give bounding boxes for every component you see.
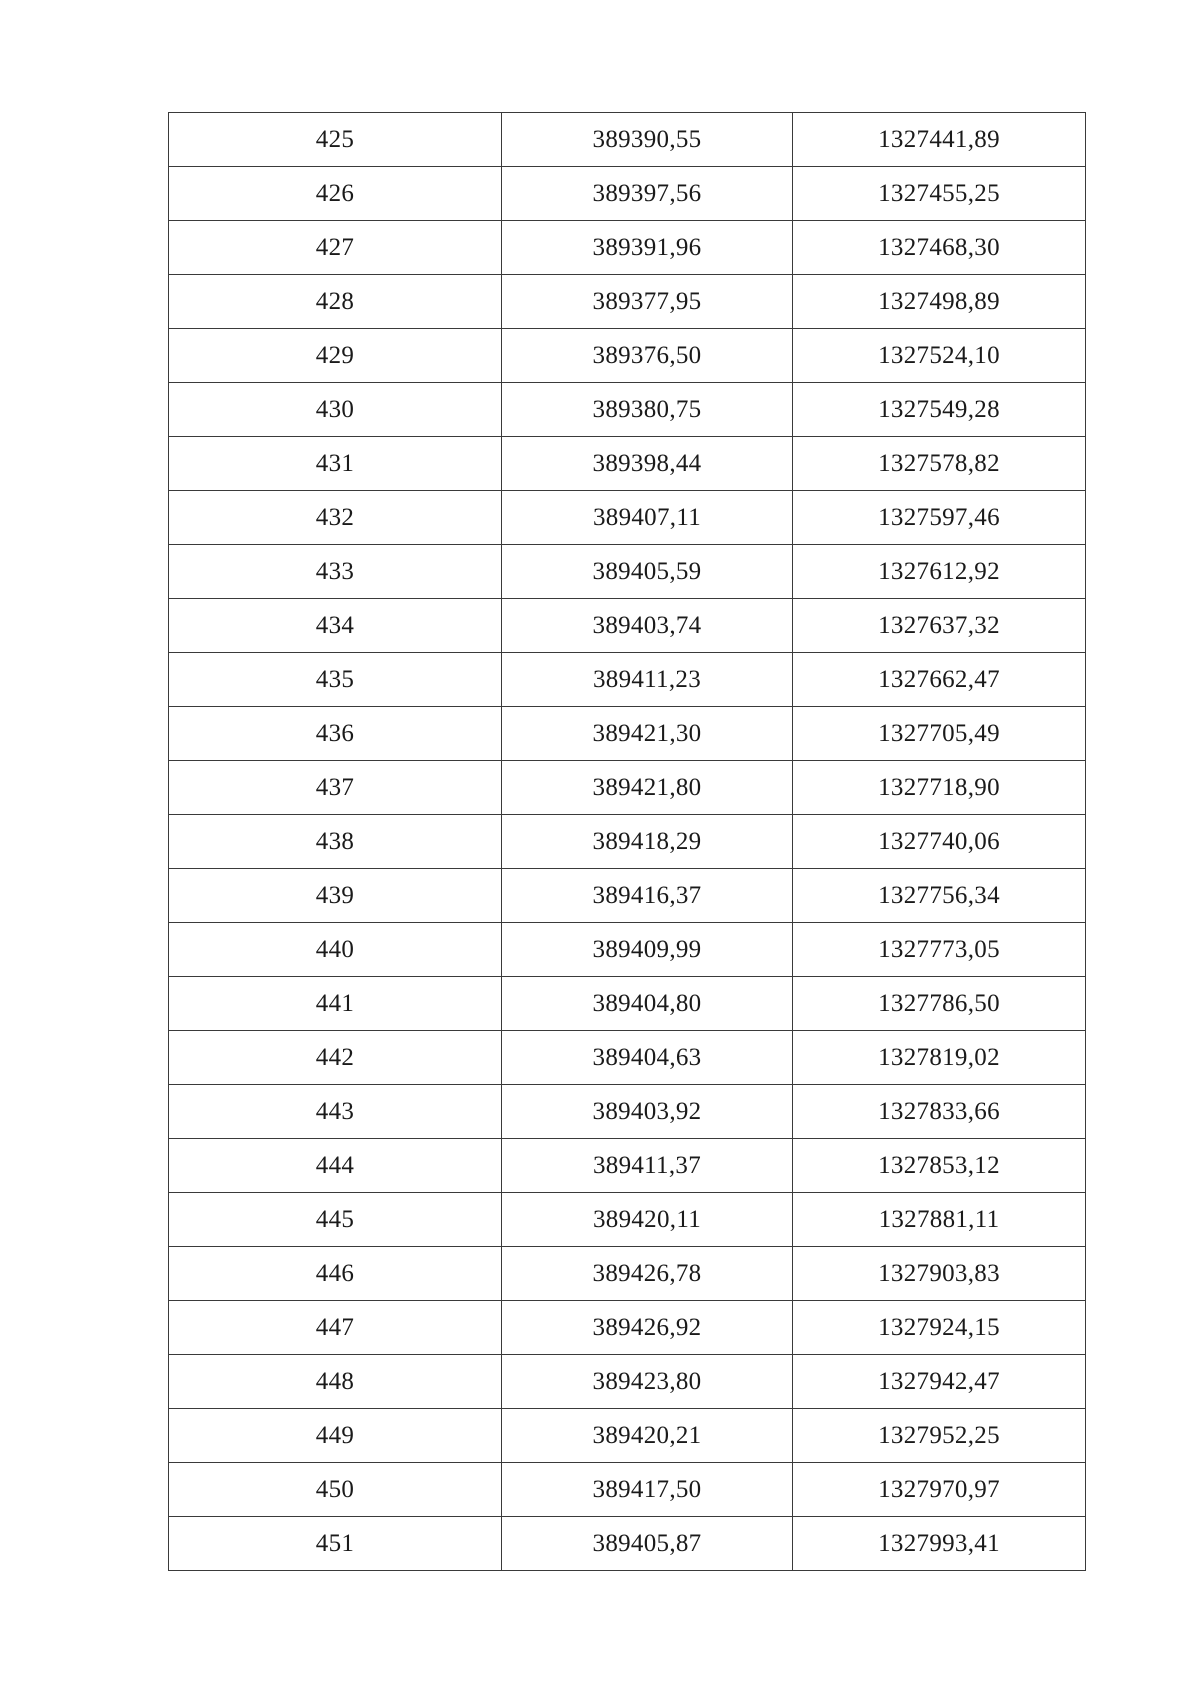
y-coordinate-cell: 1327833,66 [793,1085,1086,1139]
y-coordinate-cell: 1327662,47 [793,653,1086,707]
y-coordinate-cell: 1327786,50 [793,977,1086,1031]
table-row [169,329,1086,383]
y-coordinate-cell: 1327756,34 [793,869,1086,923]
point-number-cell: 433 [169,545,502,599]
y-coordinate-cell: 1327637,32 [793,599,1086,653]
table-row [169,1031,1086,1085]
point-number-cell: 425 [169,113,502,167]
table-row [169,383,1086,437]
point-number-cell: 428 [169,275,502,329]
table-row [169,923,1086,977]
x-coordinate-cell: 389420,21 [502,1409,793,1463]
table-row [169,1193,1086,1247]
x-coordinate-cell: 389380,75 [502,383,793,437]
y-coordinate-cell: 1327524,10 [793,329,1086,383]
point-number-cell: 451 [169,1517,502,1571]
x-coordinate-cell: 389404,63 [502,1031,793,1085]
y-coordinate-cell: 1327881,11 [793,1193,1086,1247]
table-row [169,437,1086,491]
point-number-cell: 443 [169,1085,502,1139]
point-number-cell: 427 [169,221,502,275]
point-number-cell: 439 [169,869,502,923]
x-coordinate-cell: 389376,50 [502,329,793,383]
point-number-cell: 445 [169,1193,502,1247]
y-coordinate-cell: 1327993,41 [793,1517,1086,1571]
y-coordinate-cell: 1327970,97 [793,1463,1086,1517]
x-coordinate-cell: 389390,55 [502,113,793,167]
x-coordinate-cell: 389426,78 [502,1247,793,1301]
x-coordinate-cell: 389391,96 [502,221,793,275]
y-coordinate-cell: 1327498,89 [793,275,1086,329]
y-coordinate-cell: 1327455,25 [793,167,1086,221]
table-row [169,1301,1086,1355]
point-number-cell: 449 [169,1409,502,1463]
y-coordinate-cell: 1327718,90 [793,761,1086,815]
x-coordinate-cell: 389420,11 [502,1193,793,1247]
table-row [169,1085,1086,1139]
table-row [169,1247,1086,1301]
point-number-cell: 442 [169,1031,502,1085]
x-coordinate-cell: 389403,92 [502,1085,793,1139]
x-coordinate-cell: 389403,74 [502,599,793,653]
x-coordinate-cell: 389426,92 [502,1301,793,1355]
y-coordinate-cell: 1327441,89 [793,113,1086,167]
point-number-cell: 436 [169,707,502,761]
table-row [169,599,1086,653]
x-coordinate-cell: 389377,95 [502,275,793,329]
x-coordinate-cell: 389405,87 [502,1517,793,1571]
table-row [169,815,1086,869]
y-coordinate-cell: 1327819,02 [793,1031,1086,1085]
y-coordinate-cell: 1327924,15 [793,1301,1086,1355]
coordinates-table [168,112,1086,1571]
table-row [169,545,1086,599]
x-coordinate-cell: 389397,56 [502,167,793,221]
x-coordinate-cell: 389417,50 [502,1463,793,1517]
x-coordinate-cell: 389411,37 [502,1139,793,1193]
y-coordinate-cell: 1327597,46 [793,491,1086,545]
table-row [169,1409,1086,1463]
y-coordinate-cell: 1327903,83 [793,1247,1086,1301]
y-coordinate-cell: 1327853,12 [793,1139,1086,1193]
y-coordinate-cell: 1327952,25 [793,1409,1086,1463]
y-coordinate-cell: 1327549,28 [793,383,1086,437]
y-coordinate-cell: 1327773,05 [793,923,1086,977]
point-number-cell: 434 [169,599,502,653]
table-row [169,1355,1086,1409]
table-row [169,1139,1086,1193]
table-row [169,653,1086,707]
table-row [169,1517,1086,1571]
point-number-cell: 432 [169,491,502,545]
x-coordinate-cell: 389405,59 [502,545,793,599]
table-row [169,167,1086,221]
point-number-cell: 438 [169,815,502,869]
point-number-cell: 450 [169,1463,502,1517]
table-row [169,275,1086,329]
table-row [169,761,1086,815]
y-coordinate-cell: 1327468,30 [793,221,1086,275]
point-number-cell: 426 [169,167,502,221]
table-row [169,869,1086,923]
point-number-cell: 431 [169,437,502,491]
y-coordinate-cell: 1327740,06 [793,815,1086,869]
point-number-cell: 448 [169,1355,502,1409]
point-number-cell: 440 [169,923,502,977]
point-number-cell: 435 [169,653,502,707]
table-row [169,1463,1086,1517]
x-coordinate-cell: 389423,80 [502,1355,793,1409]
x-coordinate-cell: 389416,37 [502,869,793,923]
y-coordinate-cell: 1327942,47 [793,1355,1086,1409]
x-coordinate-cell: 389407,11 [502,491,793,545]
x-coordinate-cell: 389409,99 [502,923,793,977]
point-number-cell: 429 [169,329,502,383]
table-row [169,977,1086,1031]
point-number-cell: 437 [169,761,502,815]
x-coordinate-cell: 389421,30 [502,707,793,761]
table-row [169,113,1086,167]
coordinates-table-body [169,113,1086,1571]
y-coordinate-cell: 1327612,92 [793,545,1086,599]
point-number-cell: 447 [169,1301,502,1355]
x-coordinate-cell: 389398,44 [502,437,793,491]
table-row [169,221,1086,275]
x-coordinate-cell: 389411,23 [502,653,793,707]
point-number-cell: 444 [169,1139,502,1193]
y-coordinate-cell: 1327578,82 [793,437,1086,491]
y-coordinate-cell: 1327705,49 [793,707,1086,761]
table-row [169,491,1086,545]
x-coordinate-cell: 389421,80 [502,761,793,815]
x-coordinate-cell: 389404,80 [502,977,793,1031]
point-number-cell: 430 [169,383,502,437]
table-row [169,707,1086,761]
point-number-cell: 441 [169,977,502,1031]
x-coordinate-cell: 389418,29 [502,815,793,869]
point-number-cell: 446 [169,1247,502,1301]
